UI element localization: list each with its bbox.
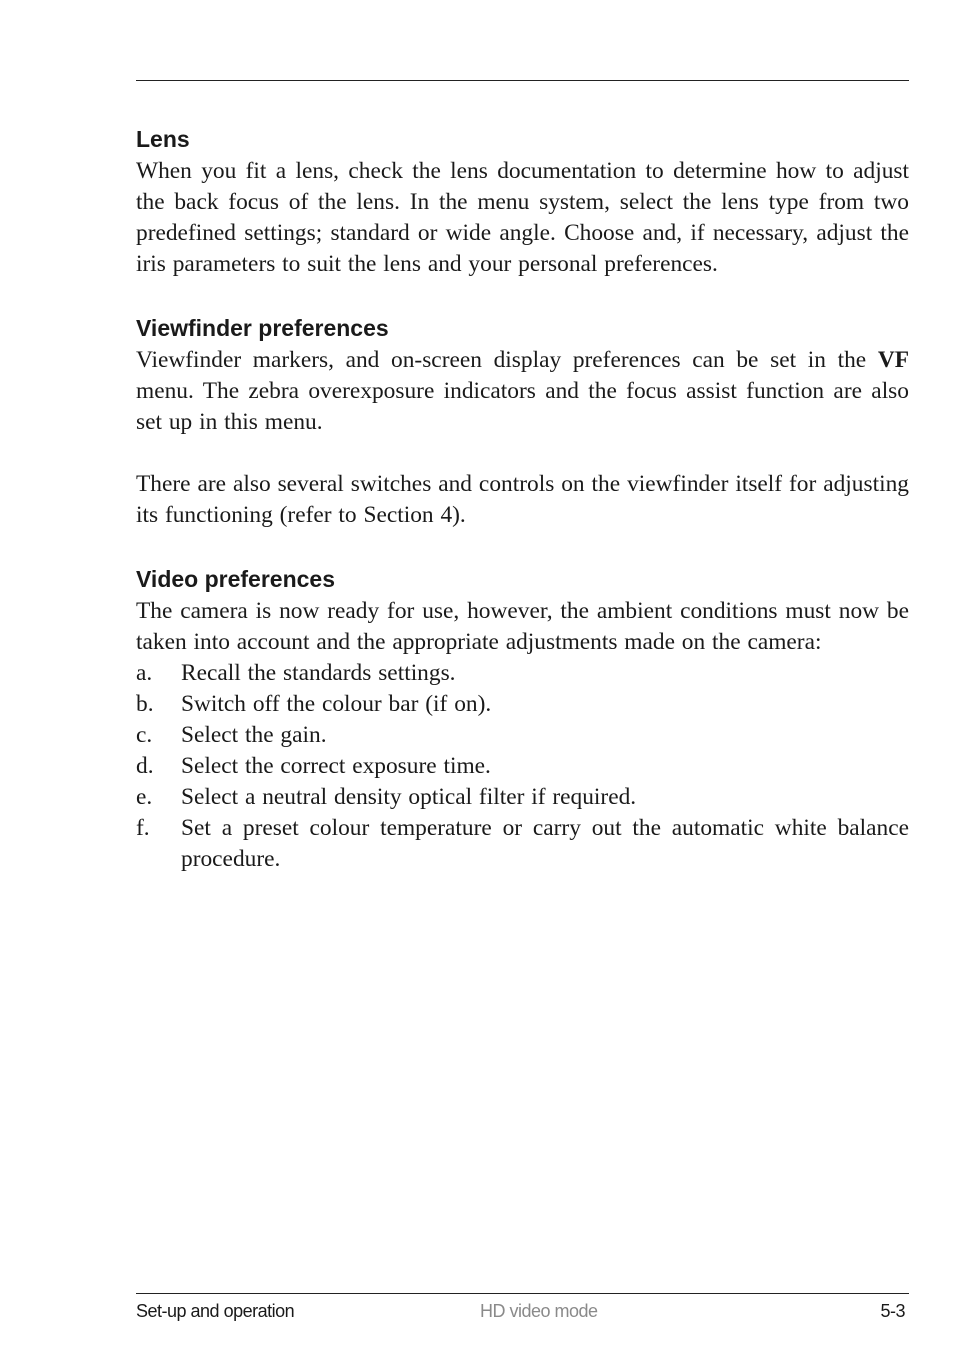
list-marker: f.	[136, 815, 150, 841]
list-item	[136, 751, 909, 782]
page-body	[136, 122, 909, 906]
viewfinder-text-before: Viewfinder markers, and on-screen display preferences can be set in the	[136, 347, 878, 373]
page-number: 5-3	[880, 1301, 905, 1321]
section-heading-video: Video preferences	[136, 566, 336, 592]
list-marker: e.	[136, 784, 153, 810]
section-heading-viewfinder: Viewfinder preferences	[136, 315, 389, 341]
viewfinder-paragraph-1	[136, 345, 909, 438]
list-item-text: Set a preset colour temperature or carry out the automatic white balance procedure.	[181, 815, 909, 872]
list-item	[136, 782, 909, 813]
list-item	[136, 720, 909, 751]
footer-chapter-title: Set-up and operation	[136, 1301, 295, 1321]
lens-paragraph: When you fit a lens, check the lens documentation to determine how to adjust the back focus of the lens. In the menu system, select the lens type from two predefined settings; standard or wide angle. Choose and, if necessary, adjust the iris parameters to suit the lens and your personal preferences.	[136, 158, 909, 277]
footer-section-title: HD video mode	[480, 1301, 598, 1321]
list-item	[136, 689, 909, 720]
section-video	[136, 562, 909, 875]
list-marker: a.	[136, 660, 153, 686]
list-item-text: Select the correct exposure time.	[181, 753, 491, 779]
vf-menu-name: VF	[877, 347, 909, 373]
header-rule	[136, 80, 909, 81]
section-heading-lens: Lens	[136, 126, 190, 152]
list-marker: c.	[136, 722, 153, 748]
section-lens	[136, 122, 909, 280]
footer-rule	[136, 1293, 909, 1294]
page-footer	[136, 1298, 909, 1324]
list-item-text: Recall the standards settings.	[181, 660, 456, 686]
list-item-text: Select the gain.	[181, 722, 327, 748]
viewfinder-paragraph-2: There are also several switches and controls on the viewfinder itself for adjusting its functioning (refer to Section 4).	[136, 471, 909, 528]
list-item-text: Select a neutral density optical filter if required.	[181, 784, 637, 810]
list-marker: b.	[136, 691, 154, 717]
section-viewfinder	[136, 311, 909, 531]
video-intro-paragraph: The camera is now ready for use, however, the ambient conditions must now be taken into account and the appropriate adjustments made on the camera:	[136, 598, 909, 655]
list-item	[136, 813, 909, 875]
list-item-text: Switch off the colour bar (if on).	[181, 691, 492, 717]
viewfinder-text-after: menu. The zebra overexposure indicators and the focus assist function are also set up in this menu.	[136, 378, 909, 435]
list-marker: d.	[136, 753, 154, 779]
list-item	[136, 658, 909, 689]
video-steps-list	[136, 658, 909, 875]
